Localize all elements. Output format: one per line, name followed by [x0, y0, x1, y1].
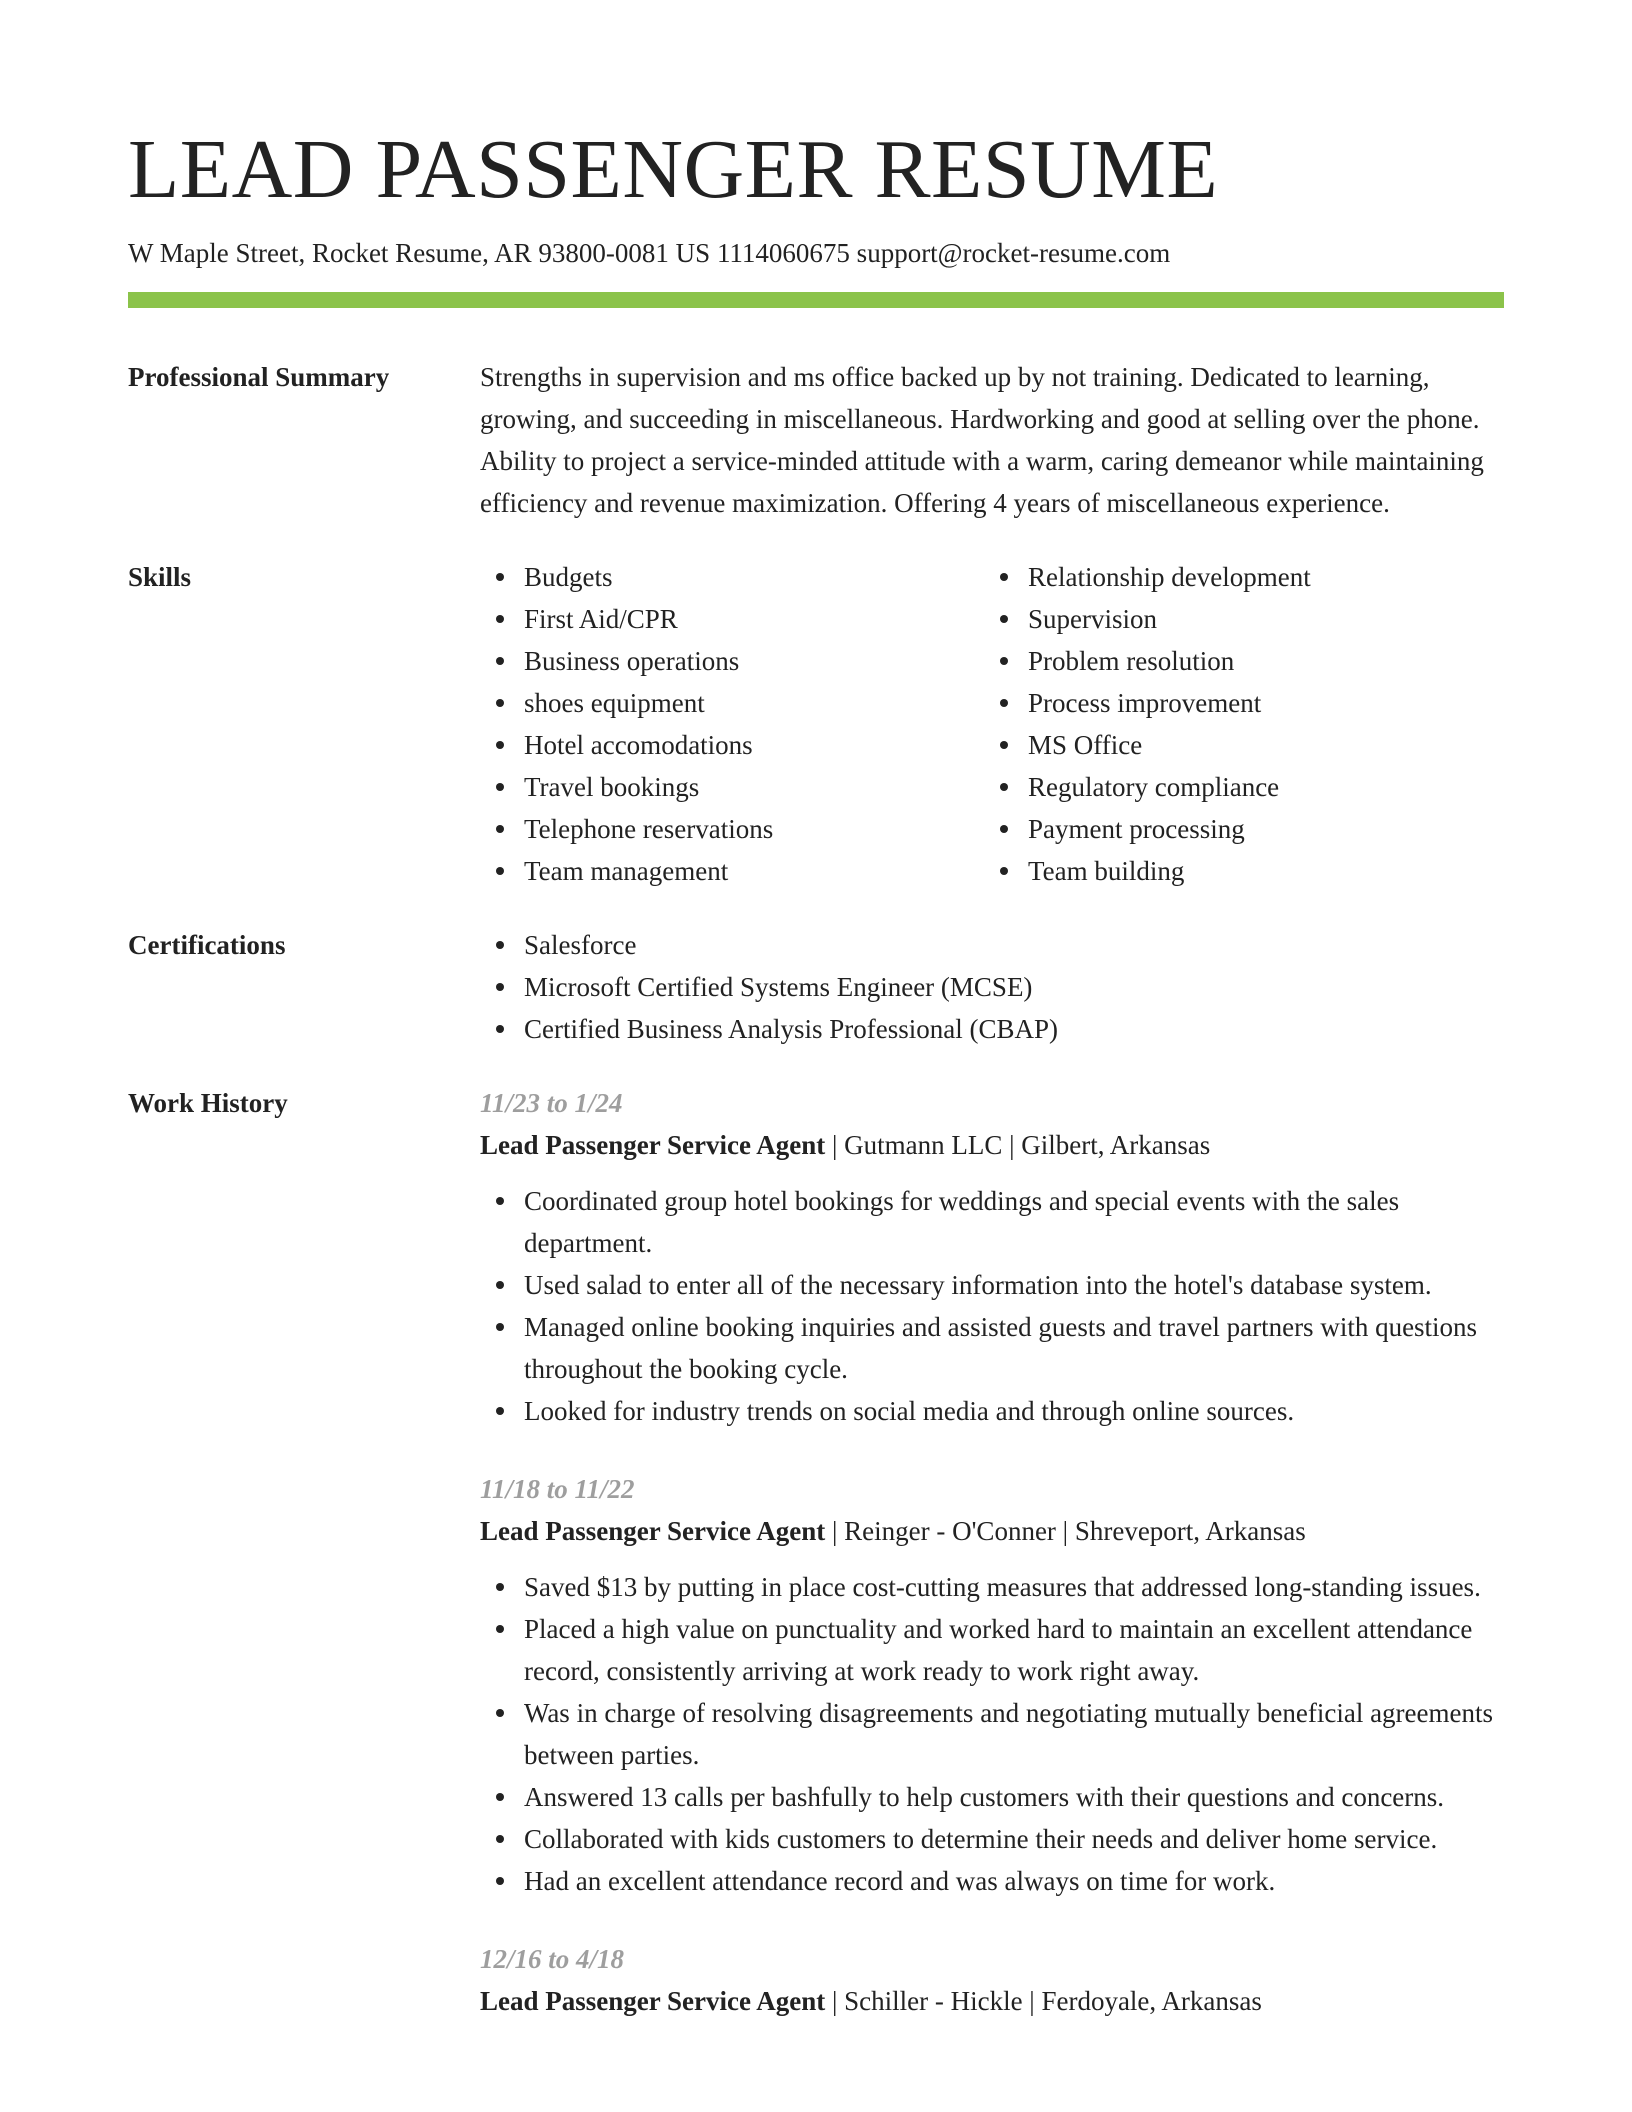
skill-item: MS Office: [1028, 724, 1488, 766]
certifications-list: [480, 924, 1504, 1050]
skill-item: Process improvement: [1028, 682, 1488, 724]
job-role: Lead Passenger Service Agent: [480, 1986, 826, 2016]
job-details: | Reinger - O'Conner | Shreveport, Arkansas: [825, 1516, 1306, 1546]
skill-item: Supervision: [1028, 598, 1488, 640]
work-history-label: Work History: [128, 1088, 288, 1118]
skill-item: Hotel accomodations: [524, 724, 984, 766]
skills-columns: [480, 556, 1504, 892]
skills-column-left: [480, 556, 984, 892]
job-dates: 11/23 to 1/24: [480, 1088, 623, 1118]
skill-item: shoes equipment: [524, 682, 984, 724]
skills-label: Skills: [128, 562, 192, 592]
job-details: | Gutmann LLC | Gilbert, Arkansas: [825, 1130, 1211, 1160]
accent-divider: [128, 292, 1504, 308]
resume-title: LEAD PASSENGER RESUME: [128, 123, 1219, 216]
job-bullet: Managed online booking inquiries and assisted guests and travel partners with questions throughout the booking cycle.: [524, 1306, 1504, 1390]
certifications-body: [480, 924, 1504, 1050]
skill-item: Telephone reservations: [524, 808, 984, 850]
contact-line: W Maple Street, Rocket Resume, AR 93800-0081 US 1114060675 support@rocket-resume.com: [128, 238, 1171, 268]
skill-item: Regulatory compliance: [1028, 766, 1488, 808]
certification-item: Certified Business Analysis Professional (CBAP): [524, 1008, 1504, 1050]
skills-list-left: [480, 556, 984, 892]
job-title-line: [480, 1124, 1504, 1166]
job-bullet: Used salad to enter all of the necessary information into the hotel's database system.: [524, 1264, 1504, 1306]
job-dates: 11/18 to 11/22: [480, 1474, 635, 1504]
job-bullet: Placed a high value on punctuality and worked hard to maintain an excellent attendance record, consistently arriving at work ready to work right away.: [524, 1608, 1504, 1692]
work-history-section: [128, 1082, 1504, 2058]
skill-item: Team management: [524, 850, 984, 892]
skills-section: [128, 556, 1504, 892]
skill-item: Payment processing: [1028, 808, 1488, 850]
job-bullets: [480, 1180, 1504, 1432]
skill-item: Travel bookings: [524, 766, 984, 808]
job-entry: [480, 1938, 1504, 2022]
skill-item: First Aid/CPR: [524, 598, 984, 640]
job-title-line: [480, 1980, 1504, 2022]
job-role: Lead Passenger Service Agent: [480, 1516, 826, 1546]
skills-list-right: [984, 556, 1488, 892]
work-history-body: [480, 1082, 1504, 2058]
skill-item: Team building: [1028, 850, 1488, 892]
resume-page: [128, 0, 1504, 2058]
summary-body: [480, 356, 1504, 524]
job-dates: 12/16 to 4/18: [480, 1944, 625, 1974]
certifications-label: Certifications: [128, 930, 286, 960]
certifications-section: [128, 924, 1504, 1050]
summary-label: Professional Summary: [128, 362, 390, 392]
job-bullet: Had an excellent attendance record and was always on time for work.: [524, 1860, 1504, 1902]
job-bullet: Saved $13 by putting in place cost-cutting measures that addressed long-standing issues.: [524, 1566, 1504, 1608]
job-entry: [480, 1082, 1504, 1432]
skills-column-right: [984, 556, 1488, 892]
certification-item: Microsoft Certified Systems Engineer (MCSE): [524, 966, 1504, 1008]
skill-item: Relationship development: [1028, 556, 1488, 598]
job-role: Lead Passenger Service Agent: [480, 1130, 826, 1160]
certification-item: Salesforce: [524, 924, 1504, 966]
job-bullets: [480, 1566, 1504, 1902]
job-bullet: Was in charge of resolving disagreements and negotiating mutually beneficial agreements between parties.: [524, 1692, 1504, 1776]
job-bullet: Coordinated group hotel bookings for weddings and special events with the sales department.: [524, 1180, 1504, 1264]
skill-item: Problem resolution: [1028, 640, 1488, 682]
job-details: | Schiller - Hickle | Ferdoyale, Arkansas: [825, 1986, 1262, 2016]
skill-item: Budgets: [524, 556, 984, 598]
job-bullet: Looked for industry trends on social media and through online sources.: [524, 1390, 1504, 1432]
skill-item: Business operations: [524, 640, 984, 682]
job-title-line: [480, 1510, 1504, 1552]
job-entry: [480, 1468, 1504, 1902]
job-bullet: Answered 13 calls per bashfully to help customers with their questions and concerns.: [524, 1776, 1504, 1818]
job-bullet: Collaborated with kids customers to determine their needs and deliver home service.: [524, 1818, 1504, 1860]
summary-text: Strengths in supervision and ms office backed up by not training. Dedicated to learning, growing, and succeeding in miscellaneous. Hardworking and good at selling over the phone. Ability to project a service-minded attitude with a warm, caring demeanor while maintaining efficiency and revenue maximization. Offering 4 years of miscellaneous experience.: [480, 362, 1484, 518]
summary-section: [128, 356, 1504, 524]
